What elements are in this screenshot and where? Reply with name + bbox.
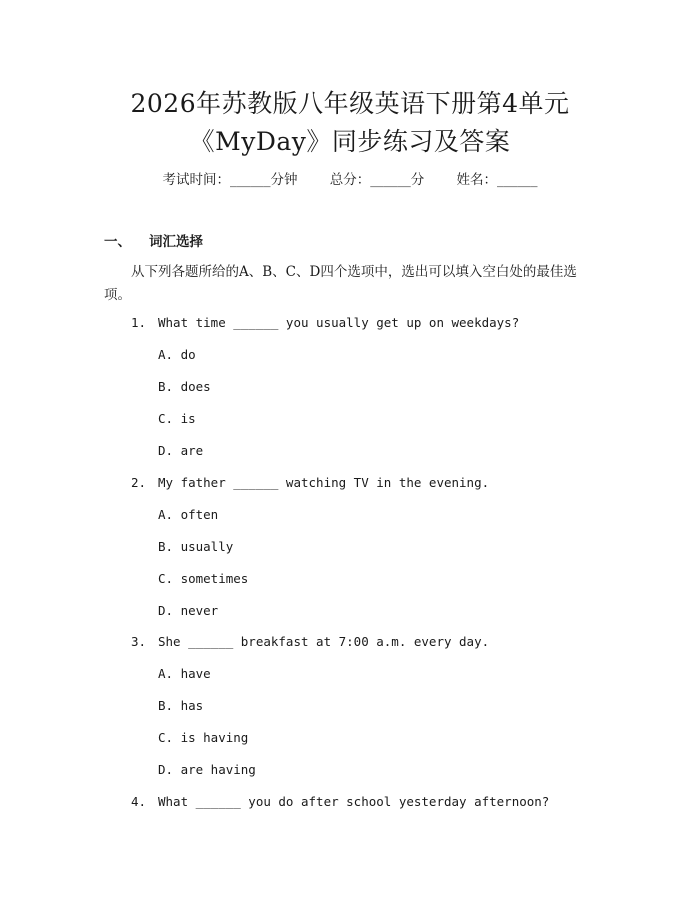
answer-option: C. is having xyxy=(158,730,249,745)
answer-option: D. are xyxy=(158,443,204,458)
exam-total-score: 总分：______分 xyxy=(329,172,425,188)
question-number: 2. xyxy=(131,475,147,490)
answer-option: A. often xyxy=(158,507,219,522)
question-number: 4. xyxy=(131,794,147,809)
section-title: 词汇选择 xyxy=(149,234,203,250)
answer-option: A. do xyxy=(158,347,196,362)
student-name: 姓名：______ xyxy=(456,172,538,188)
answer-option: B. has xyxy=(158,698,204,713)
answer-option: B. usually xyxy=(158,539,234,554)
answer-option: A. have xyxy=(158,666,211,681)
question-text: She ______ breakfast at 7:00 a.m. every day. xyxy=(158,634,490,649)
question-number: 1. xyxy=(131,315,147,330)
answer-option: C. sometimes xyxy=(158,571,249,586)
answer-option: D. are having xyxy=(158,762,256,777)
question-text: My father ______ watching TV in the evening. xyxy=(158,475,490,490)
exam-meta xyxy=(0,168,700,188)
answer-option: B. does xyxy=(158,379,211,394)
answer-option: C. is xyxy=(158,411,196,426)
section-number: 一、 xyxy=(104,234,131,250)
document-title-line2: 《MyDay》同步练习及答案 xyxy=(189,127,511,156)
section-instruction: 从下列各题所给的A、B、C、D四个选项中，选出可以填入空白处的最佳选项。 xyxy=(104,264,577,303)
section-heading xyxy=(104,230,203,250)
question-number: 3. xyxy=(131,634,147,649)
question-text: What time ______ you usually get up on weekdays? xyxy=(158,315,520,330)
question-text: What ______ you do after school yesterday afternoon? xyxy=(158,794,550,809)
document-title-line1: 2026年苏教版八年级英语下册第4单元 xyxy=(130,89,570,118)
answer-option: D. never xyxy=(158,603,219,618)
exam-time: 考试时间：______分钟 xyxy=(162,172,298,188)
